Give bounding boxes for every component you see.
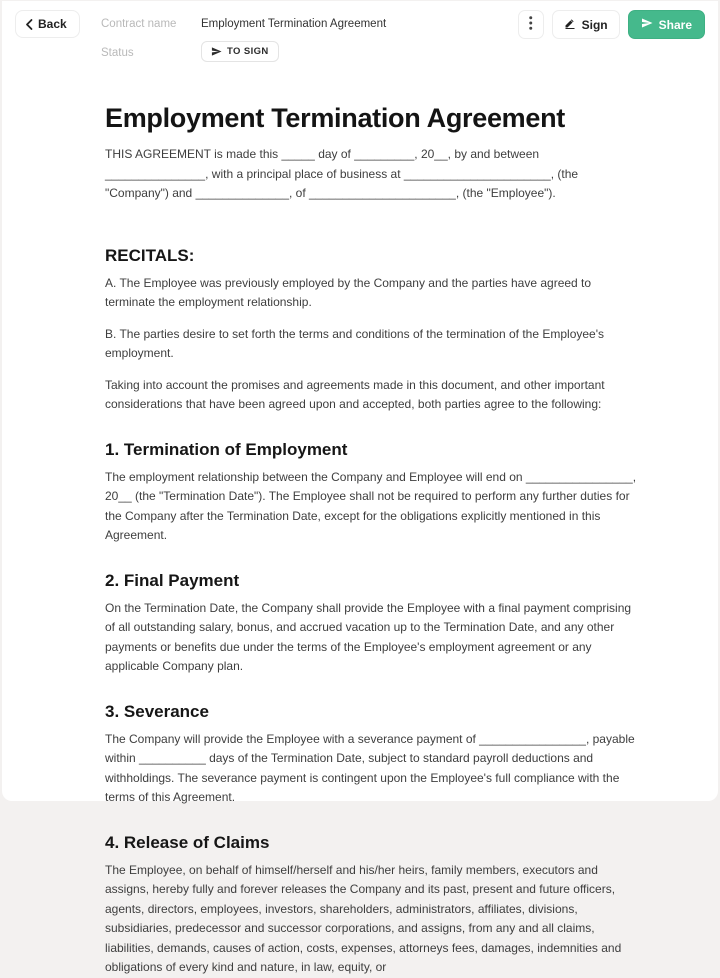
section-3-heading: 3. Severance: [105, 701, 209, 721]
back-button-label: Back: [38, 17, 67, 31]
recital-paragraph-b: B. The parties desire to set forth the terms and conditions of the termination of the Employee's employment.: [105, 326, 605, 360]
section-2-heading: 2. Final Payment: [105, 570, 240, 590]
status-badge: [201, 41, 279, 62]
section-3-body: The Company will provide the Employee with a severance payment of ________________, payable within __________ days of the Termination Date, subject to standard payroll deductions and withholdings. The severance payment is contingent upon the Employee's full compliance with the terms of this Agreement.: [105, 731, 635, 804]
contract-name-label: Contract name: [101, 18, 177, 30]
recital-paragraph-a: A. The Employee was previously employed by the Company and the parties have agreed to terminate the employment relationship.: [105, 275, 592, 309]
kebab-menu-icon: [529, 16, 533, 33]
section-1-heading: 1. Termination of Employment: [105, 439, 348, 459]
paper-plane-icon: [641, 17, 653, 32]
recital-paragraph-consideration: Taking into account the promises and agreements made in this document, and other important considerations that have been agreed upon and accepted, both parties agree to the following:: [105, 377, 605, 411]
sign-button-label: Sign: [581, 17, 608, 32]
toolbar-actions: [518, 10, 705, 39]
send-icon: [211, 46, 222, 57]
section-4-body: The Employee, on behalf of himself/herself and his/her heirs, family members, executors and assigns, hereby fully and forever releases the Company and its past, present and future officers, agents, directors, employees, investors, shareholders, administrators, affiliates, divisions, subsidiaries, predecessor and successor corporations, and assigns, from any and all claims, liabilities, demands, causes of action, costs, expenses, attorneys fees, damages, indemnities and obligations of every kind and nature, in law, equity, or: [105, 862, 622, 974]
top-toolbar: [2, 1, 718, 67]
chevron-left-icon: [25, 19, 33, 30]
document-intro-paragraph: THIS AGREEMENT is made this _____ day of _________, 20__, by and between _______________, with a principal place of business at ______________________, (the "Company") and ______________, of ______________________, (the "Employee").: [105, 147, 579, 200]
section-4-heading: 4. Release of Claims: [105, 832, 270, 852]
back-button[interactable]: [15, 10, 80, 38]
section-2-body: On the Termination Date, the Company shall provide the Employee with a final payment comprising of all outstanding salary, bonus, and accrued vacation up to the Termination Date, and any other payments or benefits due under the terms of the Employee's employment agreement or any applicable Company plan.: [105, 600, 632, 673]
contract-name-value: Employment Termination Agreement: [201, 18, 387, 30]
share-button-label: Share: [658, 17, 692, 32]
document-editor[interactable]: [2, 67, 718, 978]
pen-signature-icon: [564, 17, 576, 32]
share-button[interactable]: [628, 10, 705, 39]
sign-button[interactable]: [552, 10, 620, 39]
recitals-heading: RECITALS:: [105, 245, 195, 265]
status-badge-label: TO SIGN: [227, 46, 269, 57]
document-title: Employment Termination Agreement: [105, 103, 565, 133]
app-window: [2, 1, 718, 974]
section-1-body: The employment relationship between the Company and Employee will end on ________________, 20__ (the "Termination Date"). The Employee shall not be required to perform any further duties for the Company after the Termination Date, except for the obligations explicitly mentioned in this Agreement.: [105, 469, 637, 542]
more-options-button[interactable]: [518, 10, 544, 39]
status-label: Status: [101, 47, 134, 59]
